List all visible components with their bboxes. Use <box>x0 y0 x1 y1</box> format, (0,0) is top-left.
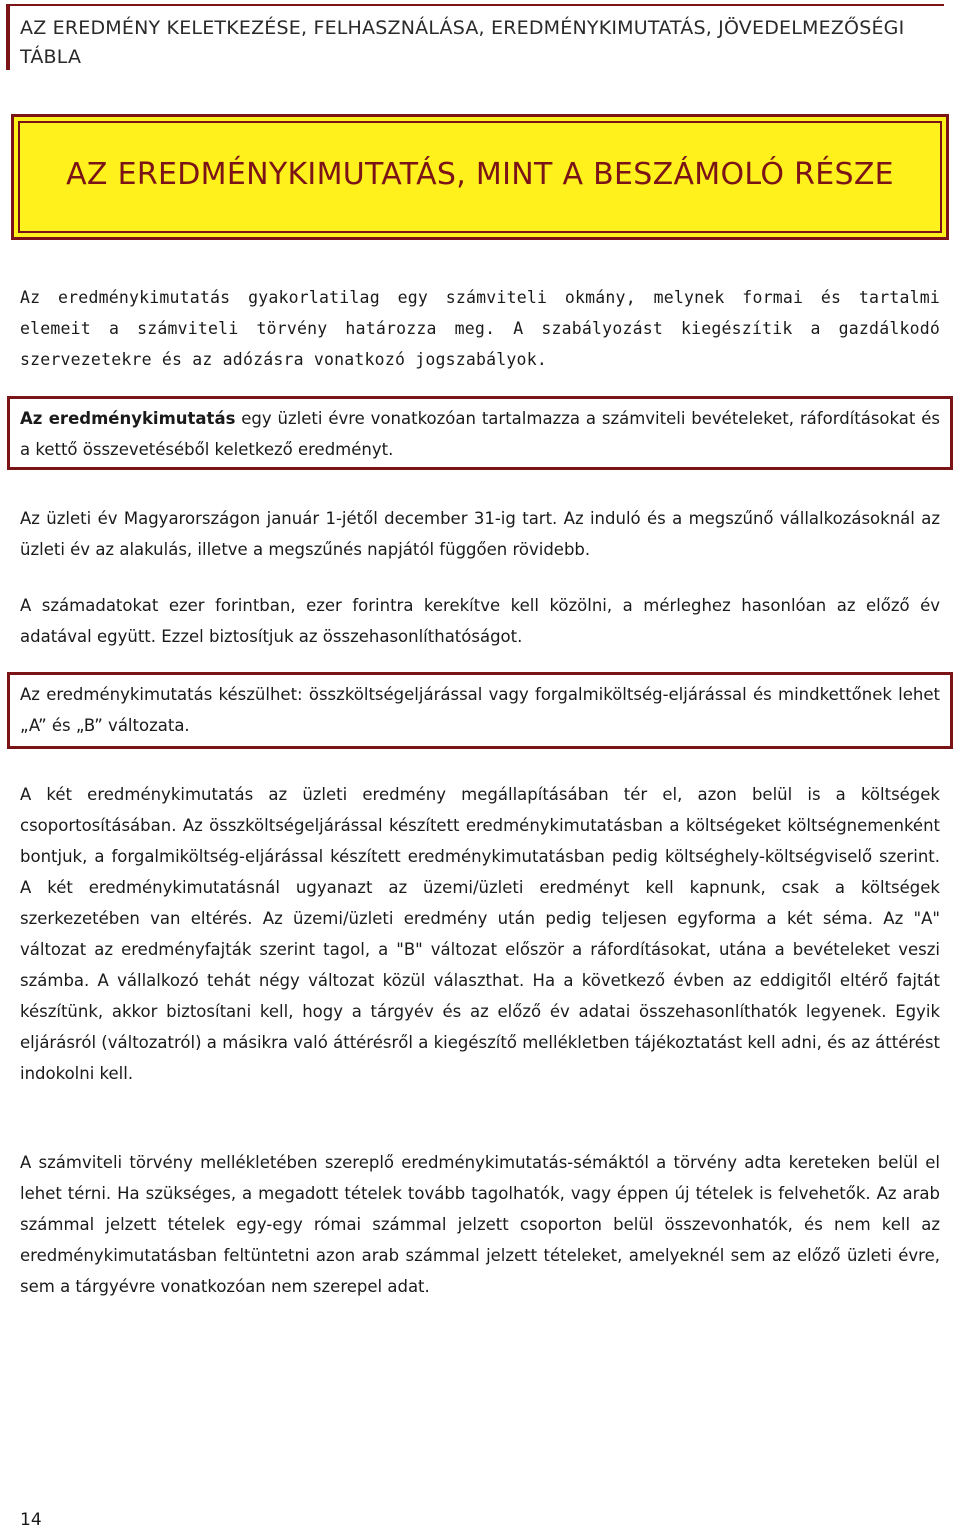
law-frame-paragraph: A számviteli törvény mellékletében szereplő eredménykimutatás-sémáktól a törvény adta kereteken belül el lehet térni. Ha szükséges, a megadott tételek tovább tagolhatók, vagy éppen új tételek is felvehetők. Az arab számmal jelzett tételek egy-egy római számmal jelzett csoporton belül összevonhatók, és nem kell az eredménykimutatásban feltüntetni azon arab számmal jelzett tételeket, amelyeknél sem az előző üzleti évre, sem a tárgyévre vonatkozóan nem szerepel adat. <box>20 1153 940 1296</box>
intro-paragraph: Az eredménykimutatás gyakorlatilag egy számviteli okmány, melynek formai és tartalmi elemeit a számviteli törvény határozza meg. A szabályozást kiegészítik a gazdálkodó szervezetekre és az adózásra vonatkozó jogszabályok. <box>20 288 940 369</box>
figures-paragraph: A számadatokat ezer forintban, ezer forintra kerekítve kell közölni, a mérleghez hasonlóan az előző év adatával együtt. Ezzel biztosítjuk az összehasonlíthatóságot. <box>20 596 940 646</box>
business-year-paragraph: Az üzleti év Magyarországon január 1-jétől december 31-ig tart. Az induló és a megszűnő vállalkozásoknál az üzleti év az alakulás, illetve a megszűnés napjától függően rövidebb. <box>20 509 940 559</box>
definition-text: egy üzleti évre vonatkozóan tartalmazza a számviteli bevételeket, ráfordításokat és a kettő összevetéséből keletkező eredményt. <box>20 409 940 459</box>
definition-term: Az eredménykimutatás <box>20 409 236 428</box>
difference-paragraph: A két eredménykimutatás az üzleti eredmény megállapításában tér el, azon belül is a költségek csoportosításában. Az összköltségeljárással készített eredménykimutatásban a költségeket költségnemenként bontjuk, a forgalmiköltség-eljárással készített eredménykimutatásban pedig költséghely-költségviselő szerint. A két eredménykimutatásnál ugyanazt az üzemi/üzleti eredményt kell kapnunk, csak a költségek szerkezetében van eltérés. Az üzemi/üzleti eredmény után pedig teljesen egyforma a két séma. Az "A" változat az eredményfajták szerint tagol, a "B" változat először a ráfordításokat, utána a bevételeket veszi számba. A vállalkozó tehát négy változat közül választhat. Ha a következő évben az eddigitől eltérő fajtát készítünk, akkor biztosítani kell, hogy a tárgyév és az előző év adatai összehasonlíthatók legyenek. Egyik eljárásról (változatról) a másikra való áttérésről a kiegészítő mellékletben tájékoztatást kell adni, és az áttérést indokolni kell. <box>20 785 940 1083</box>
page-number: 14 <box>20 1510 42 1530</box>
section-title-box <box>11 114 949 240</box>
definition-paragraph <box>20 403 940 465</box>
chapter-heading: AZ EREDMÉNY KELETKEZÉSE, FELHASZNÁLÁSA, EREDMÉNYKIMUTATÁS, JÖVEDELMEZŐSÉGI TÁBLA <box>20 17 905 68</box>
versions-paragraph: Az eredménykimutatás készülhet: összköltségeljárással vagy forgalmiköltség-eljárással és mindkettőnek lehet „A” és „B” változata. <box>20 685 940 735</box>
section-title: AZ EREDMÉNYKIMUTATÁS, MINT A BESZÁMOLÓ RÉSZE <box>66 157 894 192</box>
